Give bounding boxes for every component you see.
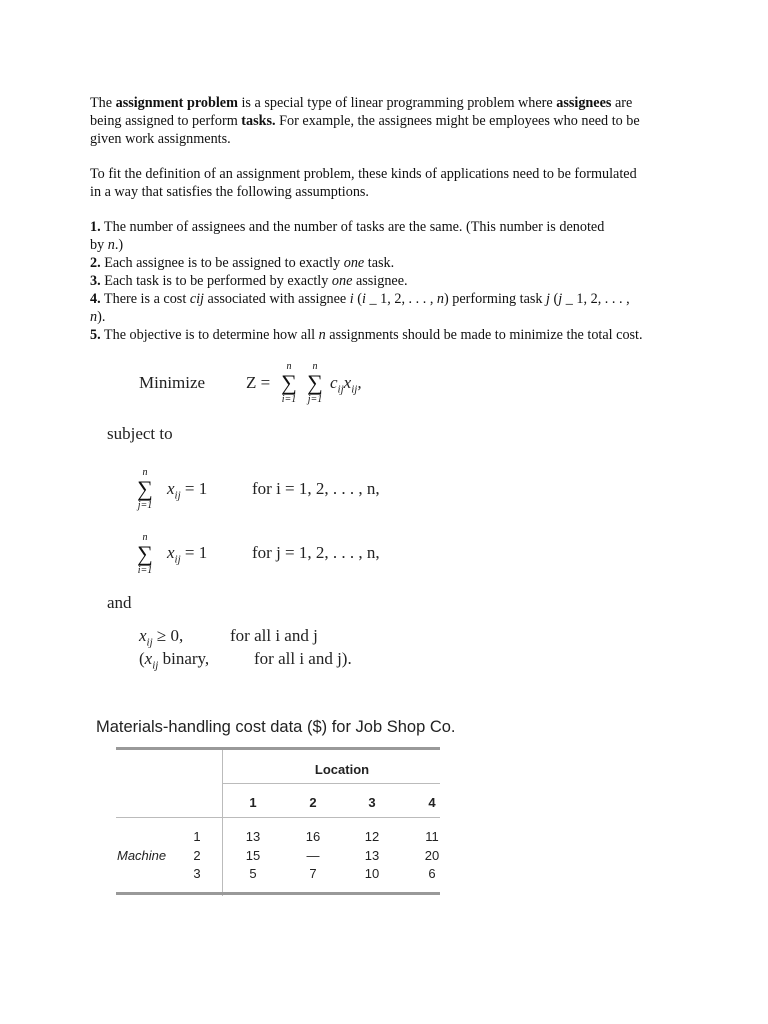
sum-icon: n ∑ i=1 [137, 532, 153, 576]
assumption-4: 4. There is a cost cij associated with assignee i (i _ 1, 2, . . . , n) performing task j (j _ 1, 2, . . . , [90, 291, 630, 307]
binary-condition: for all i and j). [254, 649, 352, 668]
binary-constraint: ($x_{ij}$ binary, [139, 649, 210, 672]
assumption-3: 3. Each task is to be performed by exactly one assignee. [90, 273, 408, 289]
table-cell: 12 [364, 829, 380, 844]
and-label: and [107, 593, 132, 612]
assumption-1: 1. The number of assignees and the number of tasks are the same. (This number is denoted [90, 219, 605, 235]
row-label: 3 [193, 866, 201, 881]
table-cell: 7 [309, 866, 317, 881]
definition-paragraph: To fit the definition of an assignment problem, these kinds of applications need to be formulated in a way that satisfies the following assumptions. [90, 166, 637, 200]
sum-icon: n ∑ i=1 [281, 361, 297, 405]
table-cell: 6 [428, 866, 436, 881]
table-cell: 13 [364, 848, 380, 863]
table-cell: 20 [424, 848, 440, 863]
row-label: 2 [193, 848, 201, 863]
constraint-2: $x_{ij} = 1$ [167, 543, 208, 566]
location-rule [222, 783, 440, 784]
column-header: 2 [309, 795, 317, 810]
sum-icon: n ∑ j=1 [137, 467, 153, 511]
header-rule [116, 817, 440, 818]
minimize-label: Minimize [139, 373, 206, 392]
location-header: Location [314, 762, 370, 777]
table-cell: — [306, 848, 320, 863]
constraint-1: $x_{ij} = 1$ [167, 479, 208, 502]
objective-terms: $c_{ij}x_{ij}$, [330, 373, 362, 396]
assumption-5: 5. The objective is to determine how all n assignments should be made to minimize the total cost. [90, 327, 643, 343]
nonneg-constraint: $x_{ij} \ge 0$, [139, 626, 184, 649]
table-bottom-rule [116, 892, 440, 895]
table-cell: 10 [364, 866, 380, 881]
column-header: 1 [249, 795, 257, 810]
constraint-2-condition: for j = 1, 2, . . . , n, [252, 543, 380, 562]
table-cell: 15 [245, 848, 261, 863]
constraint-1-condition: for i = 1, 2, . . . , n, [252, 479, 380, 498]
table-cell: 11 [425, 829, 439, 844]
subject-to-label: subject to [107, 424, 173, 443]
assumptions-list: 1. The number of assignees and the number of tasks are the same. (This number is denoted by n.) 2. Each assignee is to be assigned to exactly one task. 3. Each task is to be performed by exactly one assignee. 4. There is a cost cij associated with assignee i (i _ 1, 2, . . . , n) performing task j (j _ 1, 2, . . . , n). 5. The objective is to determine how all n assignments should be made to minimize the total cost. [90, 218, 690, 344]
table-top-rule [116, 747, 440, 750]
objective-z: Z = [246, 373, 271, 392]
assumption-2: 2. Each assignee is to be assigned to exactly one task. [90, 255, 395, 271]
column-header: 4 [428, 795, 436, 810]
table-cell: 13 [245, 829, 261, 844]
table-title: Materials-handling cost data ($) for Job Shop Co. [96, 718, 456, 736]
sum-icon: n ∑ j=1 [307, 361, 323, 405]
column-header: 3 [368, 795, 376, 810]
nonneg-condition: for all i and j [230, 626, 318, 645]
row-group-label: Machine [117, 848, 167, 863]
table-cell: 16 [305, 829, 321, 844]
table-cell: 5 [249, 866, 257, 881]
row-label: 1 [193, 829, 201, 844]
intro-paragraph: The assignment problem is a special type of linear programming problem where assignees are being assigned to perform tasks. For example, the assignees might be employees who need to be given work assignments. [90, 95, 640, 147]
